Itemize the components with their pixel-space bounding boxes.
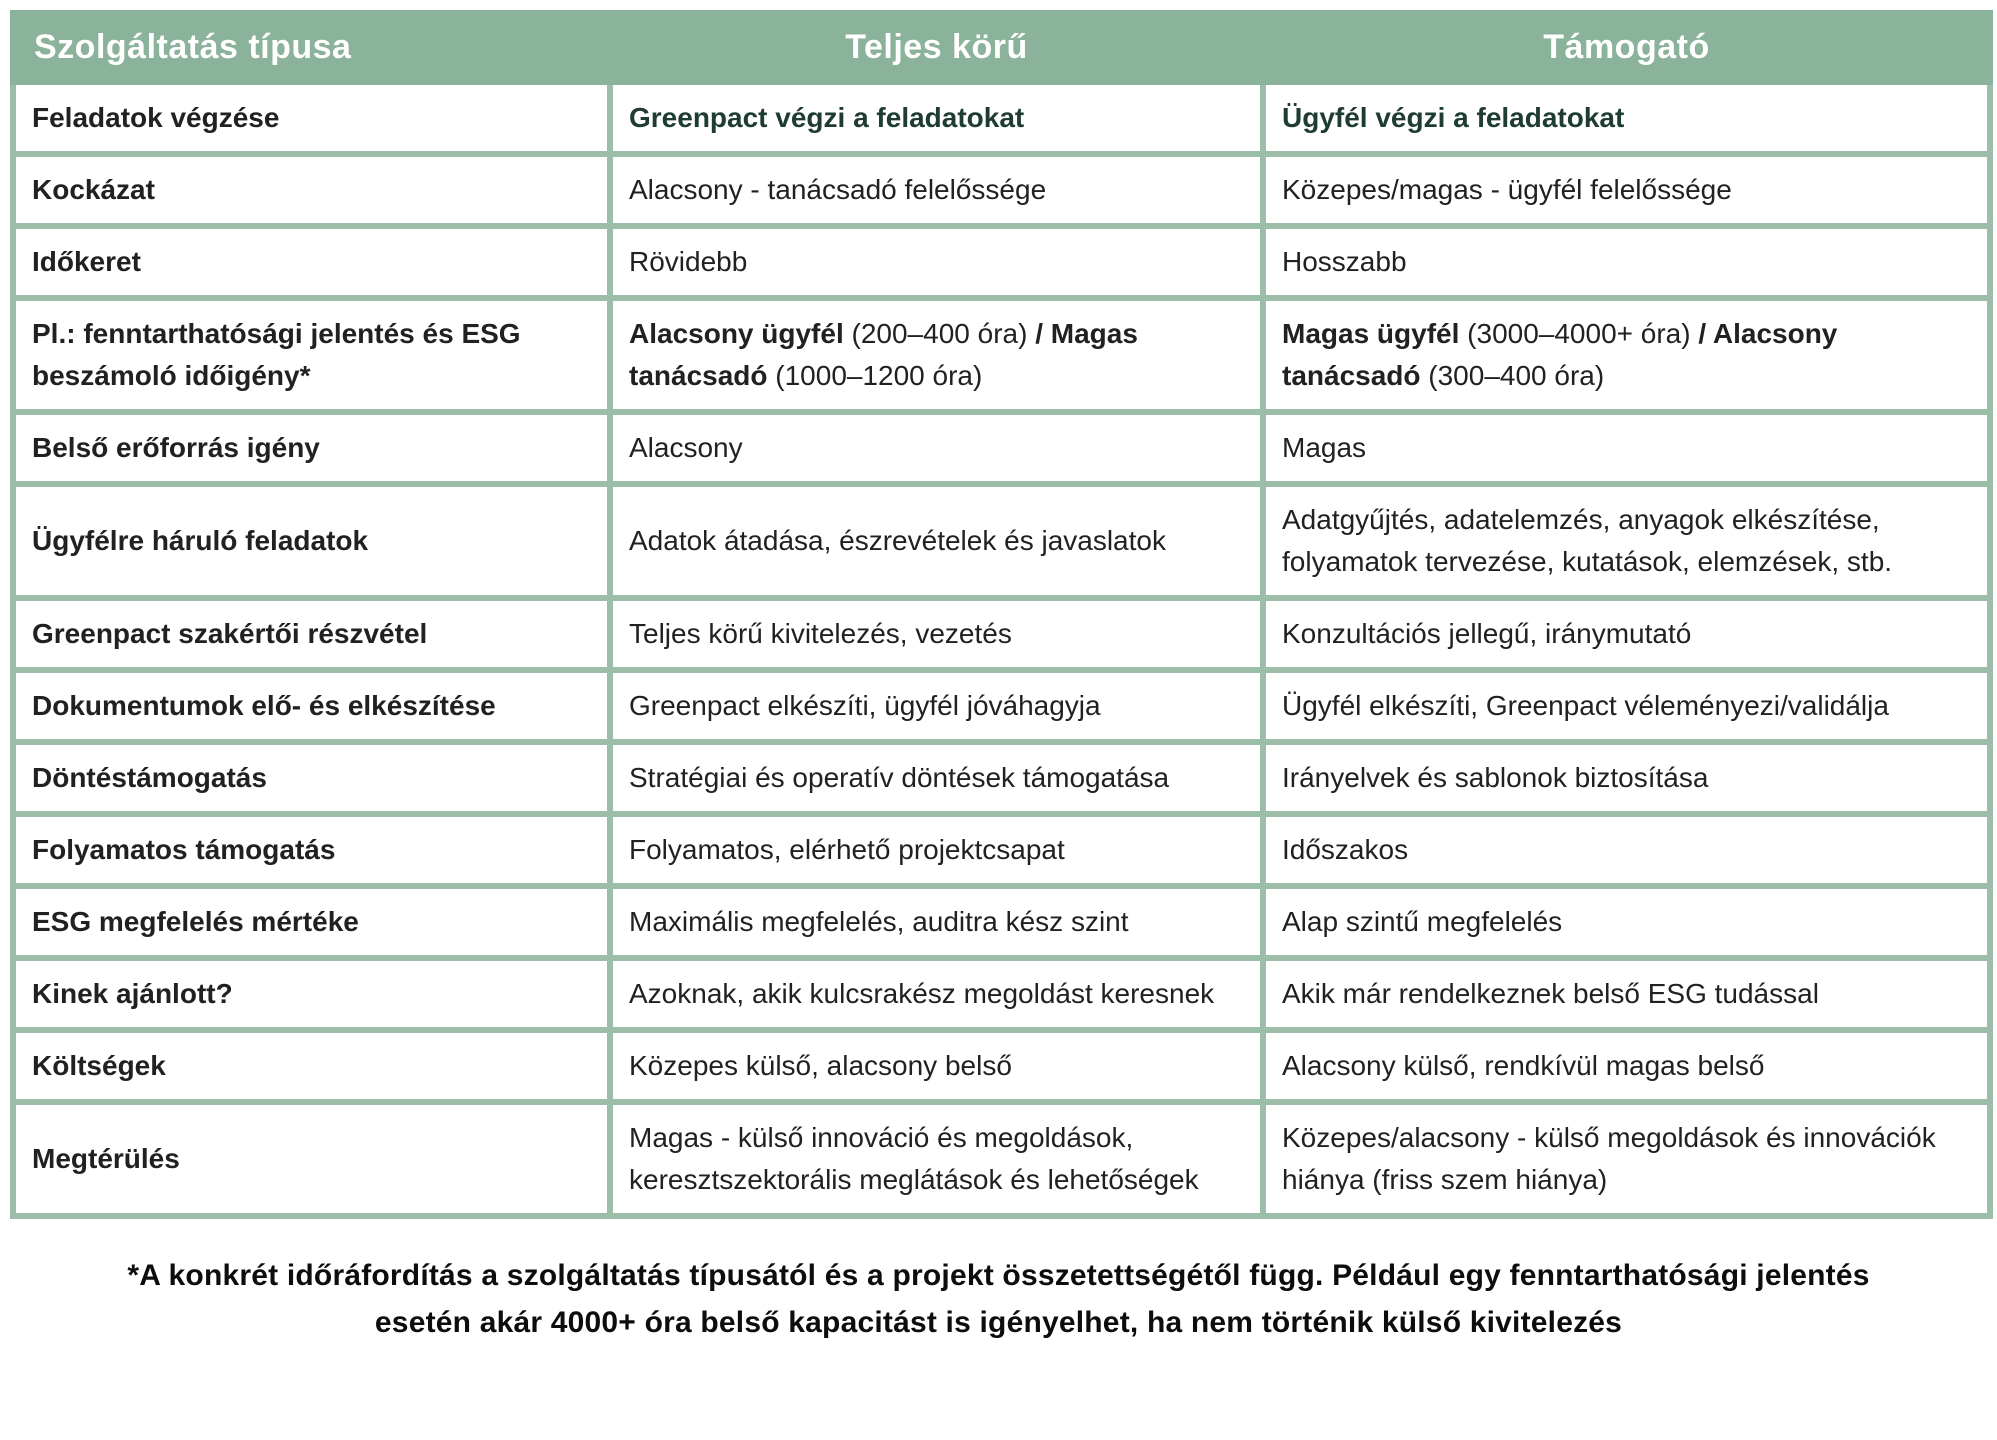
cell-full-service	[610, 814, 1263, 886]
cell-text: Alacsony külső, rendkívül magas belső	[1282, 1050, 1765, 1081]
cell-full-service	[610, 1102, 1263, 1216]
row-label: Megtérülés	[13, 1102, 610, 1216]
cell-full-service	[610, 412, 1263, 484]
table-row	[13, 742, 1990, 814]
cell-supporting	[1263, 598, 1990, 670]
cell-supporting	[1263, 958, 1990, 1030]
row-label: Ügyfélre háruló feladatok	[13, 484, 610, 598]
column-header-supporting: Támogató	[1263, 13, 1990, 82]
table-row	[13, 598, 1990, 670]
row-label: Feladatok végzése	[13, 82, 610, 154]
cell-supporting	[1263, 814, 1990, 886]
cell-full-service	[610, 82, 1263, 154]
cell-full-service	[610, 484, 1263, 598]
service-comparison-table	[10, 10, 1993, 1219]
cell-text: Alacsony - tanácsadó felelőssége	[629, 174, 1047, 205]
cell-text: (3000–4000+ óra)	[1459, 318, 1699, 349]
cell-text: Magas - külső innováció és megoldások, keresztszektorális meglátások és lehetőségek	[629, 1122, 1199, 1195]
cell-text: Konzultációs jellegű, iránymutató	[1282, 618, 1692, 649]
cell-full-service	[610, 154, 1263, 226]
table-row	[13, 484, 1990, 598]
table-row	[13, 226, 1990, 298]
cell-text-bold: / Alacsony tanácsadó	[1282, 318, 1838, 391]
cell-text: Közepes külső, alacsony belső	[629, 1050, 1012, 1081]
cell-text: (1000–1200 óra)	[767, 360, 983, 391]
table-row	[13, 670, 1990, 742]
cell-text: Ügyfél elkészíti, Greenpact véleményezi/validálja	[1282, 690, 1889, 721]
row-label: Időkeret	[13, 226, 610, 298]
cell-supporting	[1263, 154, 1990, 226]
cell-text-bold: Ügyfél végzi a feladatokat	[1282, 102, 1625, 133]
cell-text: Adatok átadása, észrevételek és javaslatok	[629, 525, 1166, 556]
cell-text: Azoknak, akik kulcsrakész megoldást keresnek	[629, 978, 1215, 1009]
cell-supporting	[1263, 412, 1990, 484]
cell-text: Maximális megfelelés, auditra kész szint	[629, 906, 1129, 937]
cell-text: Teljes körű kivitelezés, vezetés	[629, 618, 1012, 649]
row-label: Pl.: fenntarthatósági jelentés és ESG beszámoló időigény*	[13, 298, 610, 412]
cell-supporting	[1263, 886, 1990, 958]
table-row	[13, 154, 1990, 226]
row-label: Költségek	[13, 1030, 610, 1102]
row-label: ESG megfelelés mértéke	[13, 886, 610, 958]
cell-full-service	[610, 742, 1263, 814]
row-label: Kinek ajánlott?	[13, 958, 610, 1030]
cell-text: Rövidebb	[629, 246, 748, 277]
cell-supporting	[1263, 484, 1990, 598]
row-label: Kockázat	[13, 154, 610, 226]
table-row	[13, 814, 1990, 886]
table-row	[13, 412, 1990, 484]
cell-text: Irányelvek és sablonok biztosítása	[1282, 762, 1709, 793]
table-row	[13, 958, 1990, 1030]
footnote: *A konkrét időráfordítás a szolgáltatás típusától és a projekt összetettségétől függ. Például egy fenntarthatósági jelentés esetén akár 4000+ óra belső kapacitást is igényelhet, ha nem történik külső kivitelezés	[127, 1259, 1870, 1339]
cell-full-service	[610, 1030, 1263, 1102]
cell-supporting	[1263, 1030, 1990, 1102]
cell-full-service	[610, 598, 1263, 670]
table-row	[13, 298, 1990, 412]
cell-text: Alap szintű megfelelés	[1282, 906, 1563, 937]
cell-text: Közepes/magas - ügyfél felelőssége	[1282, 174, 1732, 205]
row-label: Folyamatos támogatás	[13, 814, 610, 886]
table-body	[13, 82, 1990, 1216]
cell-supporting	[1263, 298, 1990, 412]
cell-full-service	[610, 226, 1263, 298]
cell-text: (200–400 óra)	[843, 318, 1036, 349]
table-row	[13, 1102, 1990, 1216]
row-label: Dokumentumok elő- és elkészítése	[13, 670, 610, 742]
cell-text: Folyamatos, elérhető projektcsapat	[629, 834, 1065, 865]
cell-supporting	[1263, 670, 1990, 742]
header-row	[13, 13, 1990, 82]
cell-supporting	[1263, 1102, 1990, 1216]
cell-supporting	[1263, 226, 1990, 298]
cell-text: Greenpact elkészíti, ügyfél jóváhagyja	[629, 690, 1101, 721]
cell-text-bold: / Magas tanácsadó	[629, 318, 1138, 391]
cell-full-service	[610, 298, 1263, 412]
cell-text: (300–400 óra)	[1420, 360, 1605, 391]
cell-text: Magas	[1282, 432, 1367, 463]
cell-supporting	[1263, 742, 1990, 814]
table-row	[13, 886, 1990, 958]
cell-text-bold: Greenpact végzi a feladatokat	[629, 102, 1025, 133]
cell-text: Akik már rendelkeznek belső ESG tudással	[1282, 978, 1819, 1009]
cell-text: Alacsony	[629, 432, 743, 463]
cell-text: Hosszabb	[1282, 246, 1407, 277]
row-label: Greenpact szakértői részvétel	[13, 598, 610, 670]
column-header-service-type: Szolgáltatás típusa	[13, 13, 610, 82]
cell-text-bold: Alacsony ügyfél	[629, 318, 844, 349]
row-label: Döntéstámogatás	[13, 742, 610, 814]
cell-full-service	[610, 886, 1263, 958]
cell-supporting	[1263, 82, 1990, 154]
cell-text: Időszakos	[1282, 834, 1409, 865]
cell-text-bold: Magas ügyfél	[1282, 318, 1460, 349]
cell-text: Adatgyűjtés, adatelemzés, anyagok elkészítése, folyamatok tervezése, kutatások, elemzések, stb.	[1282, 504, 1893, 577]
cell-full-service	[610, 958, 1263, 1030]
table-row	[13, 82, 1990, 154]
row-label: Belső erőforrás igény	[13, 412, 610, 484]
cell-full-service	[610, 670, 1263, 742]
column-header-full-service: Teljes körű	[610, 13, 1263, 82]
cell-text: Közepes/alacsony - külső megoldások és innovációk hiánya (friss szem hiánya)	[1282, 1122, 1936, 1195]
table-row	[13, 1030, 1990, 1102]
cell-text: Stratégiai és operatív döntések támogatása	[629, 762, 1170, 793]
